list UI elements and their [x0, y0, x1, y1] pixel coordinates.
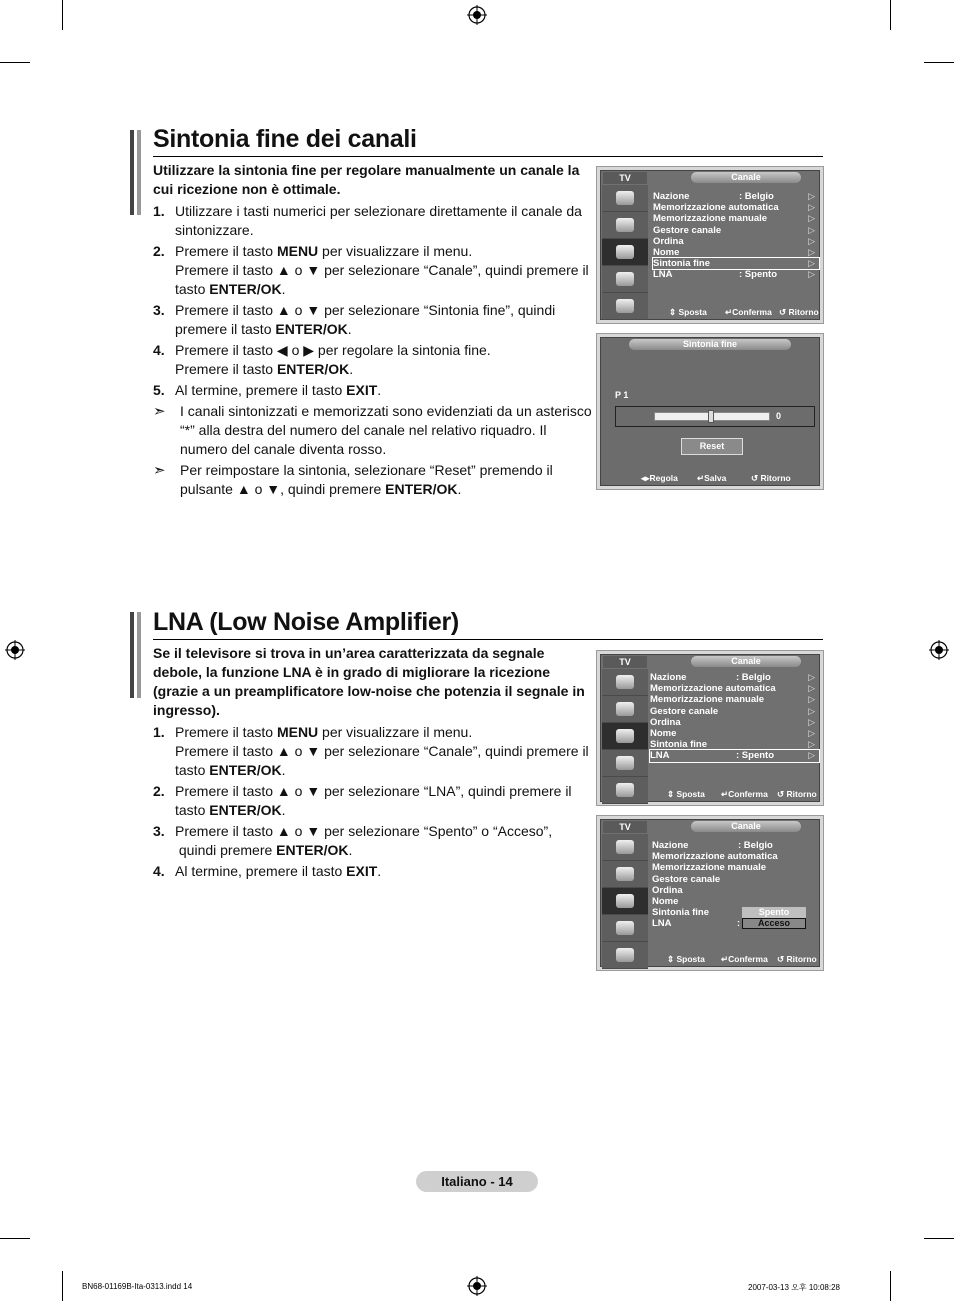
step-text: Premere il tasto ▲ o ▼ per selezionare “Spento” o “Acceso”, quindi premere ENTER/OK.: [175, 823, 553, 858]
menu-title: Canale: [691, 821, 801, 832]
menu-item[interactable]: [650, 706, 819, 717]
menu-item-label: Gestore canale: [652, 873, 721, 885]
step-text: Al termine, premere il tasto EXIT.: [175, 863, 382, 879]
chevron-right-icon: ▷: [808, 683, 815, 694]
tv-menu-screen-lna-options: [596, 815, 824, 971]
option-colon: :: [737, 918, 740, 928]
crop-mark: [0, 1238, 30, 1239]
step-number: 5.: [153, 382, 165, 398]
menu-item[interactable]: [650, 683, 819, 694]
tv-finetune-screen: [596, 333, 824, 490]
chevron-right-icon: ▷: [808, 705, 815, 716]
menu-icons: [602, 669, 648, 804]
tv-label: TV: [603, 821, 647, 833]
menu-item[interactable]: [650, 728, 819, 739]
menu-item-label: Nazione: [653, 191, 690, 202]
back-hint: ↺ Ritorno: [779, 307, 819, 317]
chevron-right-icon: ▷: [808, 213, 815, 224]
chevron-right-icon: ▷: [808, 269, 815, 280]
step-number: 3.: [153, 302, 165, 318]
confirm-hint: ↵Conferma: [721, 954, 768, 964]
option-acceso[interactable]: Acceso: [742, 918, 806, 929]
menu-item[interactable]: [652, 885, 819, 896]
crop-mark: [0, 62, 30, 63]
chevron-right-icon: ▷: [808, 235, 815, 246]
step-text: I canali sintonizzati e memorizzati sono evidenziati da un asterisco “*” alla destra del numero del canale nel relativo riquadro. Il numero del canale diventa rosso.: [180, 403, 592, 457]
step-item: [153, 862, 593, 881]
menu-item[interactable]: [653, 258, 819, 269]
channel-icon[interactable]: [602, 888, 648, 915]
section-accent-bar: [130, 130, 134, 215]
menu-item[interactable]: [653, 191, 819, 202]
sound-icon[interactable]: [602, 212, 648, 239]
step-item: [153, 782, 593, 820]
step-text: Al termine, premere il tasto EXIT.: [175, 382, 382, 398]
section-accent-bar: [130, 612, 134, 698]
registration-mark-icon: [929, 640, 949, 660]
crop-mark: [924, 1238, 954, 1239]
menu-item-label: Sintonia fine: [650, 739, 707, 751]
tv-menu-screen-lna: [596, 650, 824, 806]
chevron-right-icon: ▷: [808, 716, 815, 727]
menu-item-label: Memorizzazione manuale: [652, 862, 767, 874]
menu-item-value: : Belgio: [738, 840, 773, 851]
tv-label: TV: [603, 656, 647, 668]
tv-label: TV: [603, 172, 647, 184]
menu-item-label: Nazione: [652, 840, 689, 851]
step-number: ➣: [153, 403, 166, 420]
registration-mark-icon: [467, 1276, 487, 1296]
step-item: [153, 202, 593, 240]
menu-item-label: Ordina: [653, 235, 684, 247]
back-hint: ↺ Ritorno: [777, 789, 817, 799]
menu-item[interactable]: [650, 717, 819, 728]
picture-icon[interactable]: [602, 669, 648, 696]
menu-item[interactable]: [652, 851, 819, 862]
registration-mark-icon: [5, 640, 25, 660]
menu-item-label: Memorizzazione automatica: [653, 202, 779, 214]
menu-rows: [653, 191, 819, 281]
steps-list: [153, 723, 593, 883]
chevron-right-icon: ▷: [808, 191, 815, 201]
section-title: LNA (Low Noise Amplifier): [153, 608, 459, 636]
print-date: 2007-03-13 오후 10:08:28: [748, 1283, 840, 1292]
channel-icon[interactable]: [602, 239, 648, 266]
menu-item-label: LNA: [650, 750, 670, 762]
menu-item[interactable]: [653, 236, 819, 247]
confirm-hint: ↵Conferma: [721, 789, 768, 799]
section-intro: Se il televisore si trova in un’area caratterizzata da segnale debole, la funzione LNA è in grado di migliorare la ricezione (grazie a un preamplificatore low-noise che potenzia il segnale in ingresso).: [153, 645, 585, 718]
menu-item-label: Ordina: [652, 884, 683, 896]
back-hint: ↺ Ritorno: [777, 954, 817, 964]
menu-item[interactable]: [650, 739, 819, 750]
step-text: Premere il tasto ▲ o ▼ per selezionare “Sintonia fine”, quindi premere il tasto ENTER/OK.: [175, 302, 556, 337]
note-item: [153, 402, 593, 459]
menu-item[interactable]: [653, 202, 819, 213]
chevron-right-icon: ▷: [808, 246, 815, 257]
step-text: Premere il tasto ▲ o ▼ per selezionare “LNA”, quindi premere il tasto ENTER/OK.: [175, 783, 572, 818]
menu-item-label: Memorizzazione manuale: [653, 213, 768, 225]
menu-footer: [601, 307, 819, 318]
menu-item-value: : Spento: [739, 269, 777, 281]
menu-item[interactable]: [650, 694, 819, 705]
file-name: BN68-01169B-Ita-0313.indd 14: [82, 1282, 193, 1291]
chevron-right-icon: ▷: [808, 224, 815, 235]
finetune-footer: [601, 473, 819, 484]
step-item: [153, 242, 593, 299]
menu-item-label: Nazione: [650, 672, 687, 683]
step-number: ➣: [153, 462, 166, 479]
menu-item[interactable]: [653, 213, 819, 224]
crop-mark: [62, 0, 63, 30]
step-item: [153, 822, 593, 860]
back-hint: ↺ Ritorno: [751, 473, 791, 483]
crop-mark: [890, 1271, 891, 1301]
menu-item-label: Gestore canale: [650, 705, 719, 717]
crop-mark: [924, 62, 954, 63]
menu-title: Canale: [691, 172, 801, 183]
save-hint: ↵Salva: [697, 473, 727, 483]
menu-item-label: LNA: [652, 918, 672, 930]
finetune-slider-box: [615, 406, 815, 427]
channel-icon[interactable]: [602, 723, 648, 750]
menu-item[interactable]: [652, 874, 819, 885]
slider-thumb[interactable]: [708, 410, 714, 423]
menu-item[interactable]: [652, 862, 819, 873]
chevron-right-icon: ▷: [808, 258, 815, 269]
step-item: [153, 723, 593, 780]
setup-icon[interactable]: [602, 266, 648, 293]
adjust-hint: ◂▸Regola: [641, 473, 678, 483]
menu-item-label: Nome: [653, 246, 680, 258]
step-number: 1.: [153, 724, 165, 740]
menu-item-label: Ordina: [650, 716, 681, 728]
option-spento[interactable]: Spento: [742, 907, 806, 918]
section-accent-bar: [137, 612, 141, 698]
menu-rows: [650, 672, 819, 762]
menu-item-label: Nome: [652, 895, 679, 907]
section-intro: Utilizzare la sintonia fine per regolare manualmente un canale la cui ricezione non è ottimale.: [153, 162, 580, 197]
menu-footer: [601, 954, 819, 965]
menu-item-label: Gestore canale: [653, 224, 722, 236]
menu-item-label: Memorizzazione manuale: [650, 694, 765, 706]
move-hint: ⇕ Sposta: [667, 954, 705, 964]
step-text: Premere il tasto ◀ o ▶ per regolare la sintonia fine. Premere il tasto ENTER/OK.: [175, 342, 491, 377]
chevron-right-icon: ▷: [808, 672, 815, 682]
chevron-right-icon: ▷: [808, 739, 815, 750]
chevron-right-icon: ▷: [808, 202, 815, 213]
section-accent-bar: [137, 130, 141, 215]
menu-item-label: Sintonia fine: [652, 907, 709, 919]
setup-icon[interactable]: [602, 915, 648, 942]
menu-item[interactable]: [653, 269, 819, 280]
menu-item-label: Nome: [650, 727, 677, 739]
step-number: 4.: [153, 342, 165, 358]
step-number: 2.: [153, 243, 165, 259]
chevron-right-icon: ▷: [808, 750, 815, 761]
menu-title: Canale: [691, 656, 801, 667]
crop-mark: [62, 1271, 63, 1301]
reset-button[interactable]: Reset: [681, 438, 743, 455]
move-hint: ⇕ Sposta: [669, 307, 707, 317]
menu-item[interactable]: [652, 840, 819, 851]
crop-mark: [890, 0, 891, 30]
note-item: [153, 461, 593, 499]
step-number: 4.: [153, 863, 165, 879]
sound-icon[interactable]: [602, 696, 648, 723]
step-text: Utilizzare i tasti numerici per selezionare direttamente il canale da sintonizzare.: [175, 203, 582, 238]
menu-item[interactable]: [650, 750, 819, 761]
menu-item-value: : Spento: [736, 750, 774, 762]
menu-item[interactable]: [650, 672, 819, 683]
step-item: [153, 301, 593, 339]
chevron-right-icon: ▷: [808, 727, 815, 738]
title-rule: [153, 639, 823, 640]
setup-icon[interactable]: [602, 750, 648, 777]
step-number: 3.: [153, 823, 165, 839]
menu-icons: [602, 185, 648, 320]
steps-list: [153, 202, 593, 501]
menu-item-value: : Belgio: [736, 672, 771, 683]
move-hint: ⇕ Sposta: [667, 789, 705, 799]
registration-mark-icon: [467, 5, 487, 25]
program-label: P 1: [615, 390, 629, 400]
step-number: 1.: [153, 203, 165, 219]
page-number-label: Italiano - 14: [416, 1171, 538, 1192]
picture-icon[interactable]: [602, 185, 648, 212]
tv-menu-screen-canale: [596, 166, 824, 324]
sound-icon[interactable]: [602, 861, 648, 888]
step-item: [153, 341, 593, 379]
step-text: Premere il tasto MENU per visualizzare il menu. Premere il tasto ▲ o ▼ per selezionare “Canale”, quindi premere il tasto ENTER/OK.: [175, 724, 589, 778]
menu-item-label: Sintonia fine: [653, 258, 710, 270]
finetune-title: Sintonia fine: [629, 339, 791, 350]
menu-item-value: : Belgio: [739, 191, 774, 202]
finetune-value: 0: [776, 411, 782, 421]
menu-item-label: Memorizzazione automatica: [650, 683, 776, 695]
menu-footer: [601, 789, 819, 800]
menu-item[interactable]: [653, 225, 819, 236]
menu-item-label: Memorizzazione automatica: [652, 851, 778, 863]
step-text: Premere il tasto MENU per visualizzare il menu. Premere il tasto ▲ o ▼ per selezionare “Canale”, quindi premere il tasto ENTER/OK.: [175, 243, 589, 297]
menu-item[interactable]: [652, 896, 819, 907]
section-title: Sintonia fine dei canali: [153, 125, 417, 153]
menu-item-label: LNA: [653, 269, 673, 281]
picture-icon[interactable]: [602, 834, 648, 861]
title-rule: [153, 156, 823, 157]
chevron-right-icon: ▷: [808, 694, 815, 705]
confirm-hint: ↵Conferma: [725, 307, 772, 317]
menu-item[interactable]: [653, 247, 819, 258]
step-item: [153, 381, 593, 400]
step-number: 2.: [153, 783, 165, 799]
step-text: Per reimpostare la sintonia, selezionare “Reset” premendo il pulsante ▲ o ▼, quindi premere ENTER/OK.: [180, 462, 553, 497]
menu-icons: [602, 834, 648, 969]
